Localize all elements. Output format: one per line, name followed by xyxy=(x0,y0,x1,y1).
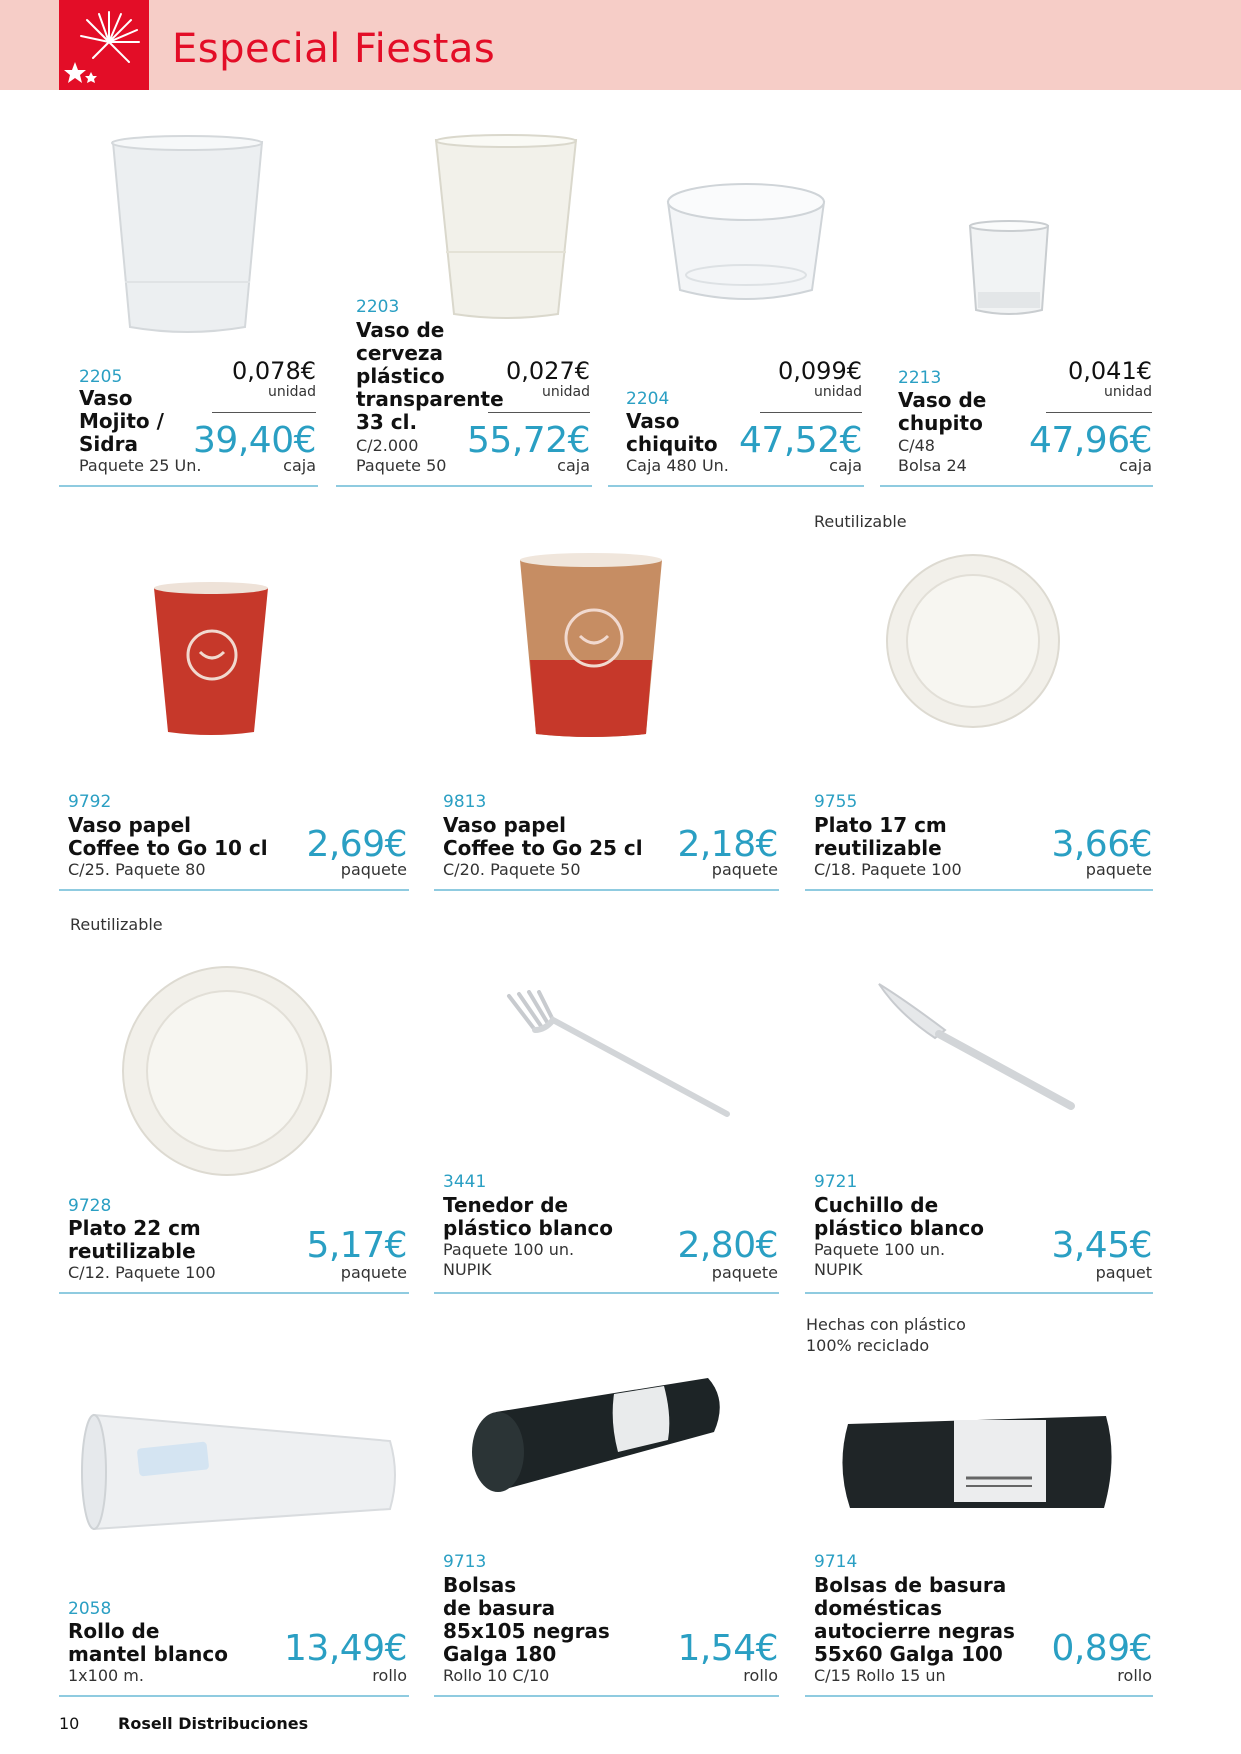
product-code: 9714 xyxy=(814,1552,858,1572)
fork-image xyxy=(505,990,733,1118)
price-label: paquete xyxy=(340,1263,407,1282)
divider xyxy=(336,485,592,487)
product-detail: C/48 Bolsa 24 xyxy=(898,436,967,475)
product-code: 2203 xyxy=(356,297,400,317)
price-label: paquete xyxy=(340,860,407,879)
product-name: Vaso chiquito xyxy=(626,409,718,456)
unit-price: 0,078€ xyxy=(232,357,316,385)
divider xyxy=(608,485,864,487)
product-price: 39,40€ xyxy=(193,420,316,461)
product-name: Vaso de cerveza plástico transparente 33 cl. xyxy=(356,318,504,434)
paper-cup-large-image xyxy=(516,550,666,740)
product-detail: C/20. Paquete 50 xyxy=(443,860,581,879)
product-price: 2,69€ xyxy=(306,824,407,865)
price-label: paquete xyxy=(711,860,778,879)
product-name: Plato 22 cm reutilizable xyxy=(68,1216,201,1263)
product-detail: C/2.000 Paquete 50 xyxy=(356,436,447,475)
divider xyxy=(59,1695,409,1697)
product-detail: C/25. Paquete 80 xyxy=(68,860,206,879)
product-price: 3,45€ xyxy=(1051,1225,1152,1266)
product-detail: C/18. Paquete 100 xyxy=(814,860,962,879)
divider xyxy=(59,889,409,891)
divider xyxy=(59,485,318,487)
fireworks-icon xyxy=(59,0,149,90)
product-name: Plato 17 cm reutilizable xyxy=(814,813,947,860)
divider xyxy=(805,1695,1153,1697)
product-code: 2205 xyxy=(79,367,123,387)
product-price: 0,89€ xyxy=(1051,1628,1152,1669)
price-label: rollo xyxy=(1117,1666,1152,1685)
product-detail: Paquete 100 un. NUPIK xyxy=(814,1240,946,1279)
product-code: 9755 xyxy=(814,792,858,812)
product-code: 2213 xyxy=(898,368,942,388)
product-code: 9792 xyxy=(68,792,112,812)
product-code: 2058 xyxy=(68,1599,112,1619)
price-label: caja xyxy=(283,456,316,475)
shot-glass-image xyxy=(966,218,1052,318)
reusable-note: Reutilizable xyxy=(70,915,163,934)
divider xyxy=(805,889,1153,891)
divider xyxy=(488,412,590,413)
product-name: Vaso Mojito / Sidra xyxy=(79,386,164,456)
page-header xyxy=(0,0,1241,90)
product-price: 2,80€ xyxy=(677,1225,778,1266)
product-detail: C/12. Paquete 100 xyxy=(68,1263,216,1282)
unit-price: 0,099€ xyxy=(778,357,862,385)
divider xyxy=(1046,412,1152,413)
product-detail: C/15 Rollo 15 un xyxy=(814,1666,946,1685)
plastic-cup-image xyxy=(105,132,270,337)
plate-large-image xyxy=(118,962,336,1180)
knife-image xyxy=(875,980,1077,1112)
product-name: Tenedor de plástico blanco xyxy=(443,1193,614,1240)
product-price: 55,72€ xyxy=(467,420,590,461)
price-label: caja xyxy=(1119,456,1152,475)
product-detail: Paquete 25 Un. xyxy=(79,456,202,475)
plate-small-image xyxy=(880,548,1066,734)
tablecloth-roll-image xyxy=(78,1405,406,1535)
divider xyxy=(880,485,1153,487)
product-detail: Rollo 10 C/10 xyxy=(443,1666,550,1685)
product-code: 9721 xyxy=(814,1172,858,1192)
product-price: 47,96€ xyxy=(1029,420,1152,461)
unit-price: 0,041€ xyxy=(1068,357,1152,385)
trash-bag-roll-small-image xyxy=(836,1408,1118,1516)
reusable-note: Reutilizable xyxy=(814,512,907,531)
product-detail: 1x100 m. xyxy=(68,1666,144,1685)
price-label: caja xyxy=(557,456,590,475)
trash-bag-roll-image xyxy=(468,1370,730,1500)
price-label: caja xyxy=(829,456,862,475)
divider xyxy=(760,412,862,413)
unit-price: 0,027€ xyxy=(506,357,590,385)
recycled-note: Hechas con plástico 100% reciclado xyxy=(806,1315,966,1355)
product-name: Vaso papel Coffee to Go 10 cl xyxy=(68,813,268,860)
product-detail: Paquete 100 un. NUPIK xyxy=(443,1240,575,1279)
price-label: paquet xyxy=(1095,1263,1152,1282)
product-name: Bolsas de basura 85x105 negras Galga 180 xyxy=(443,1573,610,1666)
product-price: 5,17€ xyxy=(306,1225,407,1266)
divider xyxy=(434,1695,779,1697)
product-price: 13,49€ xyxy=(284,1628,407,1669)
product-code: 9728 xyxy=(68,1196,112,1216)
price-label: paquete xyxy=(711,1263,778,1282)
product-code: 9713 xyxy=(443,1552,487,1572)
price-label: paquete xyxy=(1085,860,1152,879)
product-code: 3441 xyxy=(443,1172,487,1192)
page-title: Especial Fiestas xyxy=(172,26,496,72)
product-name: Rollo de mantel blanco xyxy=(68,1619,229,1666)
product-name: Vaso de chupito xyxy=(898,388,987,435)
unit-price-label: unidad xyxy=(814,384,862,400)
product-price: 3,66€ xyxy=(1051,824,1152,865)
beer-cup-image xyxy=(432,132,580,322)
divider xyxy=(212,412,316,413)
price-label: rollo xyxy=(743,1666,778,1685)
divider xyxy=(434,1292,779,1294)
unit-price-label: unidad xyxy=(268,384,316,400)
divider xyxy=(434,889,779,891)
product-code: 9813 xyxy=(443,792,487,812)
unit-price-label: unidad xyxy=(1104,384,1152,400)
footer-brand: Rosell Distribuciones xyxy=(118,1714,309,1733)
divider xyxy=(805,1292,1153,1294)
product-name: Vaso papel Coffee to Go 25 cl xyxy=(443,813,643,860)
divider xyxy=(59,1292,409,1294)
product-price: 47,52€ xyxy=(739,420,862,461)
product-name: Bolsas de basura domésticas autocierre negras 55x60 Galga 100 xyxy=(814,1573,1015,1666)
page-number: 10 xyxy=(59,1714,80,1733)
price-label: rollo xyxy=(372,1666,407,1685)
bowl-cup-image xyxy=(662,180,830,305)
paper-cup-small-image xyxy=(150,580,272,738)
product-price: 2,18€ xyxy=(677,824,778,865)
product-name: Cuchillo de plástico blanco xyxy=(814,1193,985,1240)
product-price: 1,54€ xyxy=(677,1628,778,1669)
product-code: 2204 xyxy=(626,389,670,409)
unit-price-label: unidad xyxy=(542,384,590,400)
product-detail: Caja 480 Un. xyxy=(626,456,729,475)
